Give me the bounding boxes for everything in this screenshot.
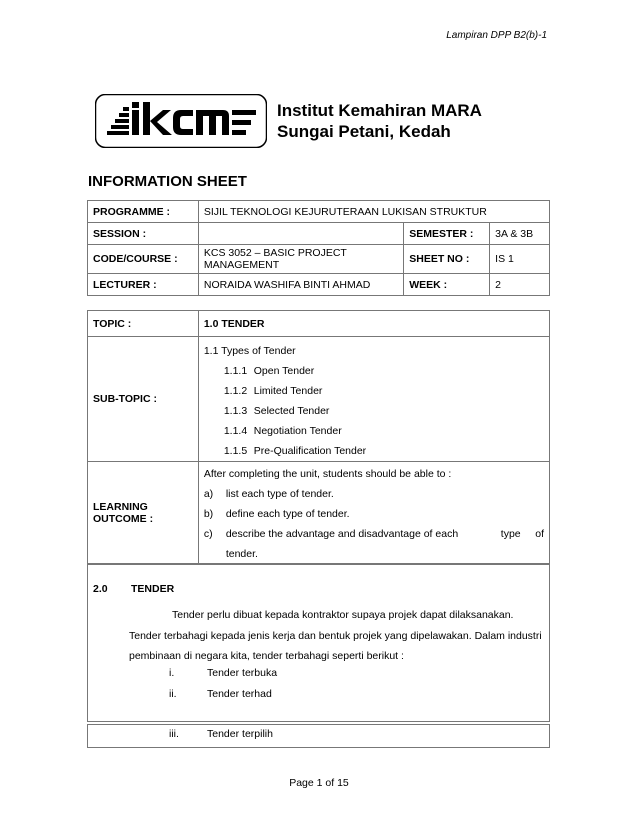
topic-table xyxy=(87,310,550,565)
learning-outcome-label: LEARNING OUTCOME : xyxy=(88,462,199,565)
lecturer-label: LECTURER : xyxy=(88,274,199,296)
semester-value: 3A & 3B xyxy=(490,223,550,245)
lecturer-value: NORAIDA WASHIFA BINTI AHMAD xyxy=(198,274,403,296)
tender-list-item: ii. Tender terhad xyxy=(169,688,272,700)
section-paragraph: Tender perlu dibuat kepada kontraktor supaya projek dapat dilaksanakan. Tender terbahagi kepada jenis kerja dan bentuk projek yang dipelawakan. Dalam industri pembinaan di negara kita, tender terbahagi seperti berikut : xyxy=(129,609,542,662)
ikm-logo xyxy=(95,94,267,148)
subtopic-row xyxy=(88,337,550,462)
outcome-item: c) describe the advantage and disadvantage of each type of xyxy=(203,528,544,540)
topic-row xyxy=(88,311,550,337)
subtopic-item: 1.1.4 Negotiation Tender xyxy=(223,425,342,437)
page-number: Page 1 of 15 xyxy=(289,777,349,789)
course-info-table xyxy=(87,200,550,296)
subtopic-label: SUB-TOPIC : xyxy=(88,337,199,462)
programme-value: SIJIL TEKNOLOGI KEJURUTERAAN LUKISAN STRUKTUR xyxy=(198,201,549,223)
subtopic-item: 1.1.3 Selected Tender xyxy=(223,405,330,417)
code-label: CODE/COURSE : xyxy=(88,245,199,274)
institution-location: Sungai Petani, Kedah xyxy=(277,122,451,141)
learning-outcome-list xyxy=(198,462,549,565)
tender-section xyxy=(87,563,550,722)
institution-name: Institut Kemahiran MARA xyxy=(277,101,482,120)
section-heading xyxy=(93,583,174,595)
programme-row xyxy=(88,201,550,223)
week-value: 2 xyxy=(490,274,550,296)
session-label: SESSION : xyxy=(88,223,199,245)
tender-list-item: i. Tender terbuka xyxy=(169,667,278,679)
week-label: WEEK : xyxy=(404,274,490,296)
subtopic-item: 1.1.5 Pre-Qualification Tender xyxy=(223,445,367,457)
subtopic-heading: 1.1 Types of Tender xyxy=(203,345,296,357)
outcome-continuation: tender. xyxy=(225,548,258,560)
sheet-no-label: SHEET NO : xyxy=(404,245,490,274)
outcome-intro: After completing the unit, students should be able to : xyxy=(203,468,452,480)
institution-block xyxy=(277,100,482,142)
sheet-title: INFORMATION SHEET xyxy=(88,173,247,190)
subtopic-item: 1.1.1 Open Tender xyxy=(223,365,315,377)
tender-list-item: iii. Tender terpilih xyxy=(169,728,273,740)
section-number: 2.0 xyxy=(93,583,108,595)
programme-label: PROGRAMME : xyxy=(88,201,199,223)
session-row xyxy=(88,223,550,245)
session-value xyxy=(198,223,403,245)
tender-section-continued xyxy=(87,724,550,748)
code-row xyxy=(88,245,550,274)
outcome-item: a) list each type of tender. xyxy=(203,488,334,500)
outcome-item: b) define each type of tender. xyxy=(203,508,350,520)
topic-value: 1.0 TENDER xyxy=(198,311,549,337)
subtopic-list xyxy=(198,337,549,462)
section-title: TENDER xyxy=(131,583,175,595)
lecturer-row xyxy=(88,274,550,296)
semester-label: SEMESTER : xyxy=(404,223,490,245)
document-reference: Lampiran DPP B2(b)-1 xyxy=(446,30,547,41)
topic-label: TOPIC : xyxy=(88,311,199,337)
subtopic-item: 1.1.2 Limited Tender xyxy=(223,385,323,397)
sheet-no-value: IS 1 xyxy=(490,245,550,274)
code-value: KCS 3052 – BASIC PROJECT MANAGEMENT xyxy=(198,245,403,274)
learning-outcome-row xyxy=(88,462,550,565)
